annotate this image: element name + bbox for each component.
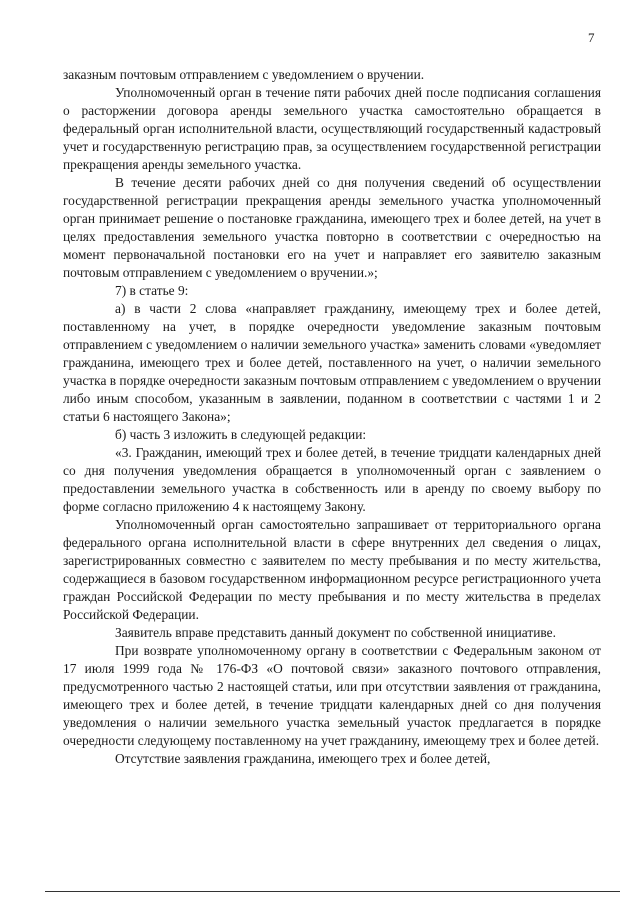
- bottom-rule: [45, 891, 620, 892]
- paragraph-10: При возврате уполномоченному органу в соответствии с Федеральным законом от 17 июля 1999 года № 176-ФЗ «О почтовой связи» заказного почтового отправления, предусмотренного частью 2 настоящей статьи, или при отсутствии заявления от гражданина, имеющего трех и более детей, в течение тридцати календарных дней со дня получения уведомления о наличии земельного участка земельный участок предлагается в порядке очередности следующему поставленному на учет гражданину, имеющему трех и более детей.: [63, 643, 601, 748]
- paragraph-7: «3. Гражданин, имеющий трех и более детей, в течение тридцати календарных дней со дня получения уведомления обращается в уполномоченный орган с заявлением о предоставлении земельного участка в собственность или в аренду по своему выбору по форме согласно приложению 4 к настоящему Закону.: [63, 445, 601, 514]
- page-number: 7: [588, 30, 595, 45]
- paragraph-11: Отсутствие заявления гражданина, имеющего трех и более детей,: [115, 751, 491, 766]
- paragraph-1: заказным почтовым отправлением с уведомлением о вручении.: [63, 67, 425, 82]
- paragraph-6: б) часть 3 изложить в следующей редакции:: [115, 427, 367, 442]
- document-body: [63, 66, 601, 768]
- paragraph-3: В течение десяти рабочих дней со дня получения сведений об осуществлении государственной регистрации прекращения аренды земельного участка уполномоченный орган принимает решение о постановке гражданина, имеющего трех и более детей, на учет в целях предоставления земельного участка повторно в соответствии с очередностью на момент первоначальной постановки его на учет и направляет его заявителю заказным почтовым отправлением с уведомлением о вручении.»;: [63, 175, 601, 280]
- paragraph-2: Уполномоченный орган в течение пяти рабочих дней после подписания соглашения о расторжении договора аренды земельного участка самостоятельно обращается в федеральный орган исполнительной власти, осуществляющий государственный кадастровый учет и государственную регистрацию прав, за осуществлением государственной регистрации прекращения аренды земельного участка.: [63, 85, 601, 172]
- paragraph-8: Уполномоченный орган самостоятельно запрашивает от территориального органа федерального органа исполнительной власти в сфере внутренних дел сведения о лицах, зарегистрированных совместно с заявителем по месту пребывания и по месту жительства, содержащиеся в базовом государственном информационном ресурсе регистрационного учета граждан Российской Федерации по месту пребывания и по месту жительства в пределах Российской Федерации.: [63, 517, 601, 622]
- paragraph-5: а) в части 2 слова «направляет гражданину, имеющему трех и более детей, поставленному на учет, в порядке очередности уведомление заказным почтовым отправлением с уведомлением о наличии земельного участка» заменить словами «уведомляет гражданина, имеющего трех и более детей, поставленного на учет, о наличии земельного участка в порядке очередности заказным почтовым отправлением с уведомлением о вручении либо иным способом, указанным в заявлении, поданном в соответствии с частями 1 и 2 статьи 6 настоящего Закона»;: [63, 301, 601, 424]
- paragraph-9: Заявитель вправе представить данный документ по собственной инициативе.: [115, 625, 556, 640]
- paragraph-4: 7) в статье 9:: [115, 283, 189, 298]
